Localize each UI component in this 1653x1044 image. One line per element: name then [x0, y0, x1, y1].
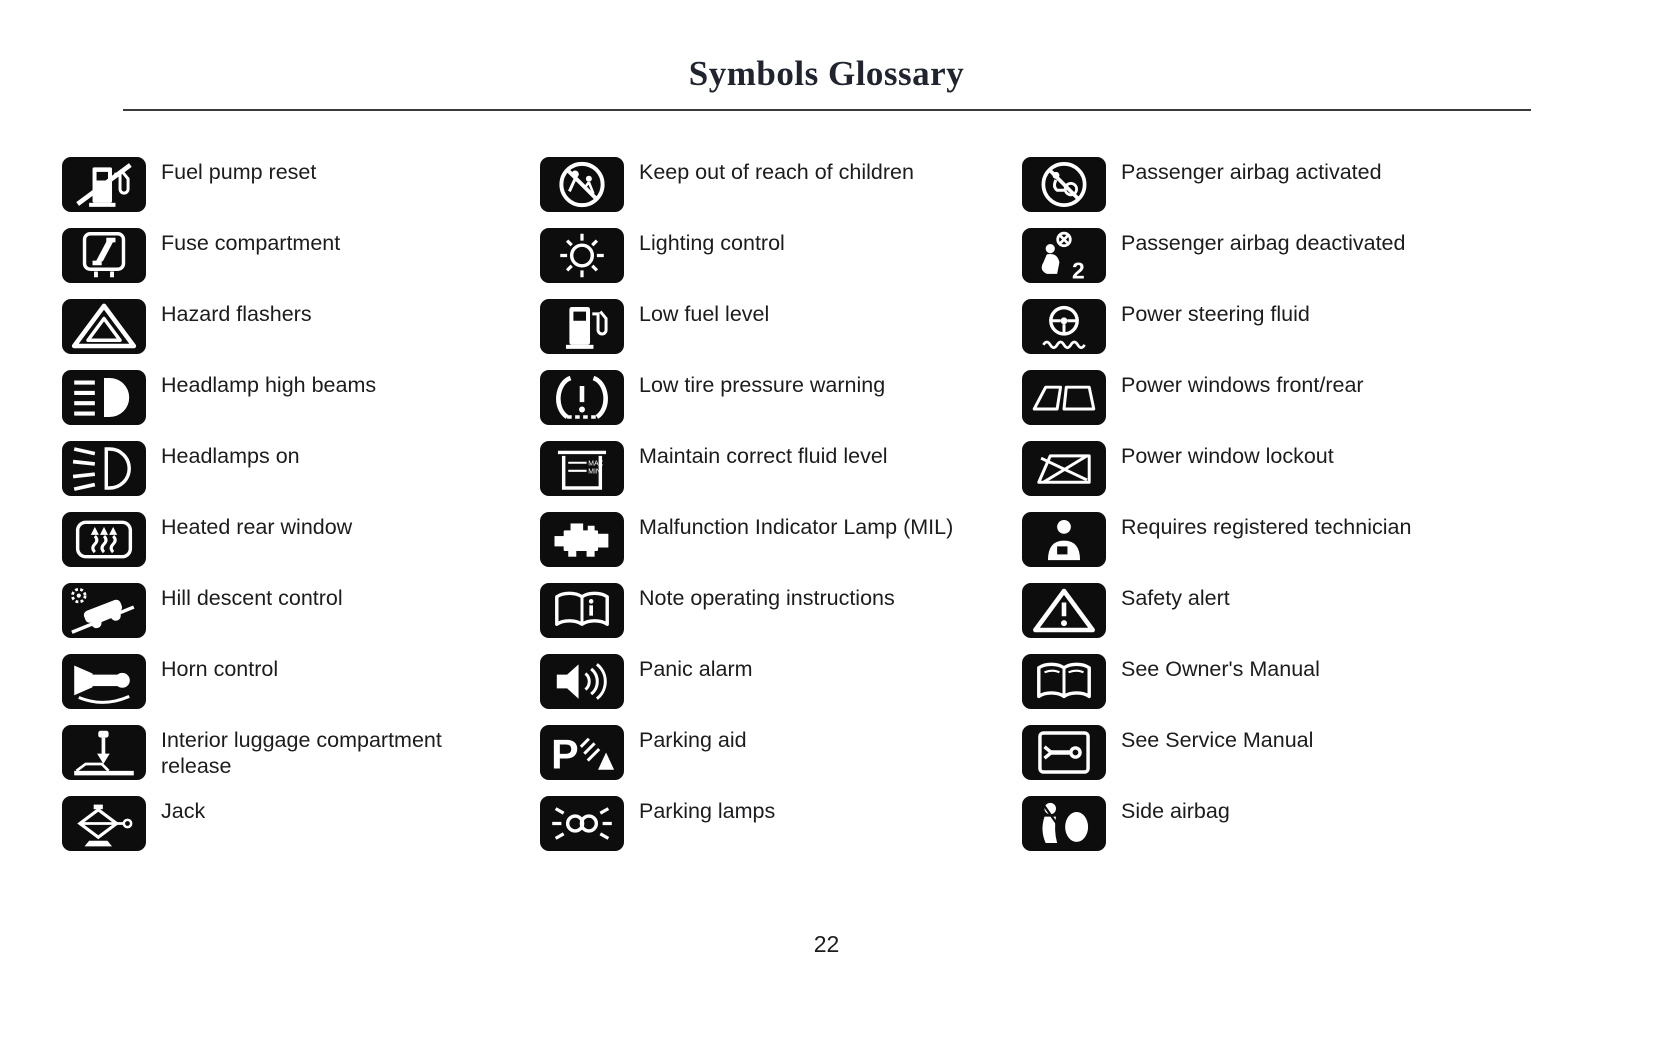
symbol-label: Power window lockout — [1121, 444, 1334, 468]
symbol-label: Parking lamps — [639, 799, 776, 823]
fuel-pump-reset-icon — [62, 157, 146, 212]
glossary-row — [62, 512, 540, 567]
symbol-label: Note operating instructions — [639, 586, 895, 610]
symbol-label: Maintain correct fluid level — [639, 444, 888, 468]
glossary-row — [540, 512, 1022, 567]
note-operating-instructions-icon — [540, 583, 624, 638]
glossary-row — [1022, 654, 1500, 709]
symbol-label: See Owner's Manual — [1121, 657, 1320, 681]
panic-alarm-icon — [540, 654, 624, 709]
symbol-label: Lighting control — [639, 231, 785, 255]
symbol-label: Requires registered technician — [1121, 515, 1412, 539]
power-windows-front-rear-icon — [1022, 370, 1106, 425]
glossary-row — [1022, 228, 1500, 283]
jack-icon — [62, 796, 146, 851]
glossary-column — [1022, 157, 1500, 867]
side-airbag-icon — [1022, 796, 1106, 851]
safety-alert-icon — [1022, 583, 1106, 638]
glossary-row — [540, 654, 1022, 709]
symbol-label: Hill descent control — [161, 586, 343, 610]
hazard-flashers-icon — [62, 299, 146, 354]
symbol-label: Malfunction Indicator Lamp (MIL) — [639, 515, 954, 539]
glossary-column — [540, 157, 1022, 867]
symbol-label: Jack — [161, 799, 206, 823]
parking-lamps-icon — [540, 796, 624, 851]
power-steering-fluid-icon — [1022, 299, 1106, 354]
glossary-row — [62, 583, 540, 638]
symbol-label: Power windows front/rear — [1121, 373, 1364, 397]
passenger-airbag-deactivated-icon — [1022, 228, 1106, 283]
page-number: 22 — [813, 931, 840, 957]
glossary-row — [1022, 157, 1500, 212]
symbol-label: Low tire pressure warning — [639, 373, 886, 397]
headlamp-high-beams-icon — [62, 370, 146, 425]
page-header — [0, 0, 1653, 111]
symbol-label: Side airbag — [1121, 799, 1230, 823]
glossary-row — [62, 725, 540, 780]
symbol-label: Panic alarm — [639, 657, 753, 681]
glossary-row — [1022, 512, 1500, 567]
symbol-label: Headlamps on — [161, 444, 300, 468]
glossary-row — [62, 299, 540, 354]
glossary-row — [1022, 299, 1500, 354]
lighting-control-icon — [540, 228, 624, 283]
glossary-row — [1022, 725, 1500, 780]
glossary-row — [540, 157, 1022, 212]
glossary-row — [540, 299, 1022, 354]
symbol-label: Interior luggage compartment release — [161, 728, 442, 778]
symbol-label: Power steering fluid — [1121, 302, 1310, 326]
glossary-row — [1022, 583, 1500, 638]
requires-registered-technician-icon — [1022, 512, 1106, 567]
glossary-row — [540, 441, 1022, 496]
glossary-row — [1022, 370, 1500, 425]
symbol-label: Passenger airbag deactivated — [1121, 231, 1406, 255]
headlamps-on-icon — [62, 441, 146, 496]
fuse-compartment-icon — [62, 228, 146, 283]
symbol-label: Fuel pump reset — [161, 160, 317, 184]
interior-luggage-compartment-release-icon — [62, 725, 146, 780]
glossary-row — [540, 228, 1022, 283]
symbol-label: Low fuel level — [639, 302, 770, 326]
glossary-row — [540, 583, 1022, 638]
horn-control-icon — [62, 654, 146, 709]
low-fuel-level-icon — [540, 299, 624, 354]
passenger-airbag-activated-icon — [1022, 157, 1106, 212]
symbol-label: Hazard flashers — [161, 302, 312, 326]
see-owners-manual-icon — [1022, 654, 1106, 709]
title-rule — [123, 109, 1531, 111]
glossary-row — [540, 725, 1022, 780]
see-service-manual-icon — [1022, 725, 1106, 780]
symbol-label: Heated rear window — [161, 515, 353, 539]
glossary-row — [62, 441, 540, 496]
glossary-row — [540, 796, 1022, 851]
symbol-label: Keep out of reach of children — [639, 160, 914, 184]
symbol-label: Horn control — [161, 657, 279, 681]
symbol-label: Passenger airbag activated — [1121, 160, 1382, 184]
symbol-label: See Service Manual — [1121, 728, 1314, 752]
glossary-row — [1022, 796, 1500, 851]
maintain-correct-fluid-level-icon — [540, 441, 624, 496]
page-title: Symbols Glossary — [688, 54, 965, 93]
glossary-row — [62, 370, 540, 425]
glossary-row — [62, 796, 540, 851]
hill-descent-control-icon — [62, 583, 146, 638]
symbol-label: Headlamp high beams — [161, 373, 377, 397]
symbol-label: Safety alert — [1121, 586, 1230, 610]
parking-aid-icon — [540, 725, 624, 780]
glossary-column — [62, 157, 540, 867]
power-window-lockout-icon — [1022, 441, 1106, 496]
glossary-row — [540, 370, 1022, 425]
low-tire-pressure-warning-icon — [540, 370, 624, 425]
symbol-label: Parking aid — [639, 728, 747, 752]
symbol-label: Fuse compartment — [161, 231, 341, 255]
glossary-row — [62, 654, 540, 709]
keep-out-of-reach-of-children-icon — [540, 157, 624, 212]
heated-rear-window-icon — [62, 512, 146, 567]
glossary-columns — [62, 157, 1653, 867]
glossary-row — [62, 228, 540, 283]
glossary-row — [62, 157, 540, 212]
malfunction-indicator-lamp-icon — [540, 512, 624, 567]
glossary-row — [1022, 441, 1500, 496]
